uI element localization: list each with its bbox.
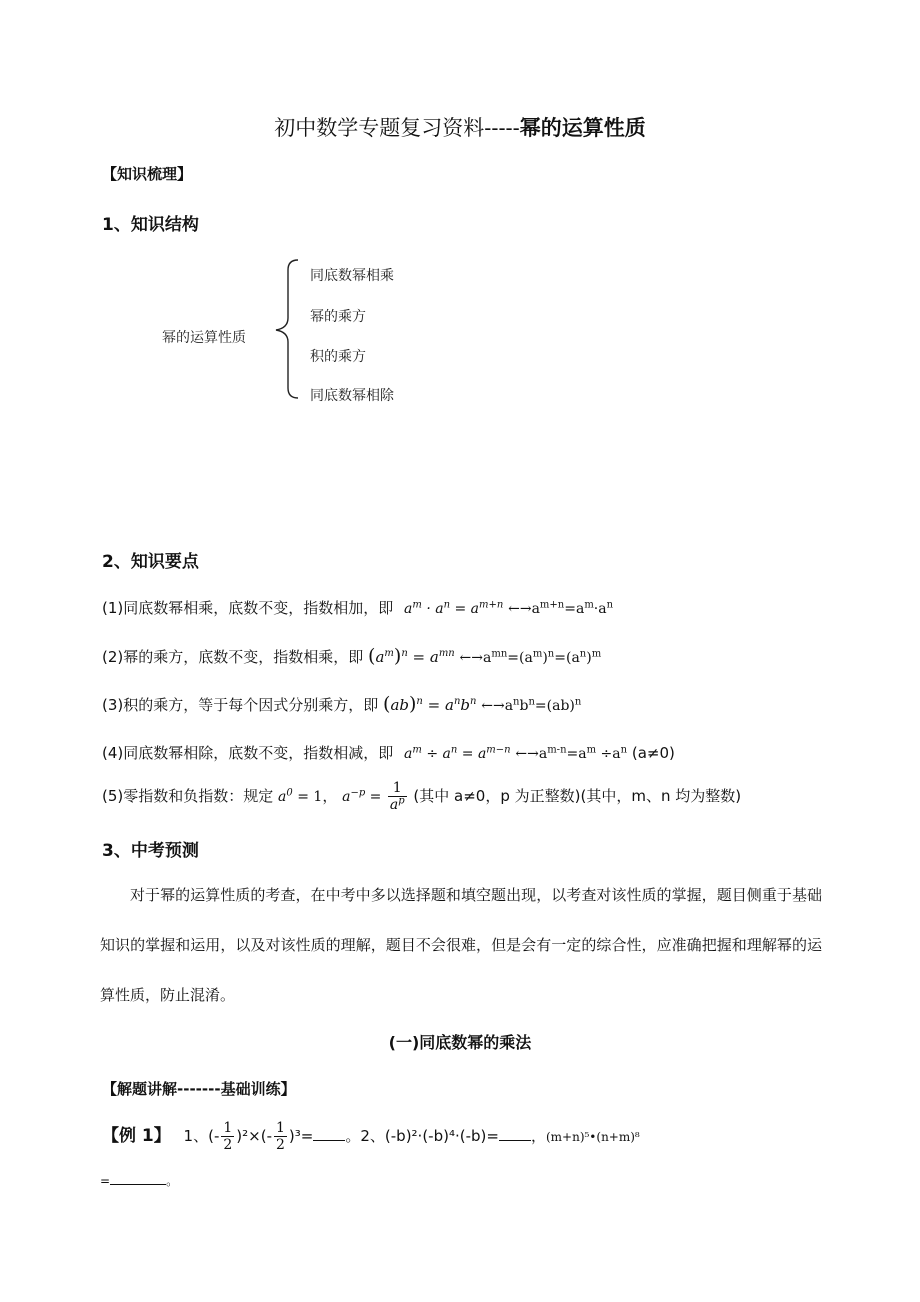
tree-child-4: 同底数幂相除 [310, 388, 394, 404]
forecast-heading: 3、中考预测 [102, 841, 199, 861]
tree-child-2: 幂的乘方 [310, 309, 366, 325]
example-1: 【例 1】 1、(- $\frac{1}{2}$ )²×(- $\frac{1}{2}$ )³= 。2、(-b)²·(-b)⁴·(-b)= ，(m+n)⁵•(n+m)⁸ [102, 1120, 640, 1153]
point-1: (1)同底数幂相乘，底数不变，指数相加，即 $a^m \cdot a^n = a^{m+n}$ $\leftarrow\to a^{m+n}=a^m\cdot a^n$ [102, 599, 614, 617]
answer-blank-3[interactable] [110, 1170, 166, 1185]
tree-child-3: 积的乘方 [310, 349, 366, 365]
answer-blank-2[interactable] [499, 1126, 531, 1141]
point-4: (4)同底数幂相除，底数不变，指数相减，即 $a^m \div a^n = a^{m-n}$ $\leftarrow\to a^{m-n}=a^m \div a^n$ (a≠0) [102, 744, 675, 762]
point-2: (2)幂的乘方，底数不变，指数相乘，即 $(a^m)^n = a^{mn}$ $\leftarrow\to a^{mn}=(a^m)^n=(a^n)^m$ [102, 645, 602, 667]
structure-heading: 1、知识结构 [102, 215, 199, 235]
brace-icon [268, 256, 308, 402]
training-heading: 【解题讲解-------基础训练】 [102, 1080, 296, 1098]
tree-child-1: 同底数幂相乘 [310, 268, 394, 284]
knowledge-review-heading: 【知识梳理】 [102, 165, 193, 183]
example-1-cont: = 。 [100, 1170, 178, 1189]
point-5: (5)零指数和负指数：规定 $a^0 = 1$， $a^{-p}$ = $\frac{1}{a^p}$ (其中 a≠0，p 为正整数)(其中，m、n 均为整数) [102, 780, 742, 813]
page-title: 初中数学专题复习资料-----幂的运算性质 [274, 116, 646, 140]
key-points-heading: 2、知识要点 [102, 552, 199, 572]
point-3: (3)积的乘方，等于每个因式分别乘方，即 $(ab)^n = a^nb^n$ $\leftarrow\to a^nb^n=(ab)^n$ [102, 693, 582, 715]
section-one-heading: (一)同底数幂的乘法 [388, 1033, 532, 1052]
answer-blank-1[interactable] [313, 1126, 345, 1141]
tree-root: 幂的运算性质 [162, 330, 246, 346]
forecast-paragraph: 对于幂的运算性质的考查，在中考中多以选择题和填空题出现，以考查对该性质的掌握，题目侧重于基础知识的掌握和运用，以及对该性质的理解，题目不会很难，但是会有一定的综合性，应准确把握和理解幂的运算性质，防止混淆。 [100, 886, 822, 1004]
